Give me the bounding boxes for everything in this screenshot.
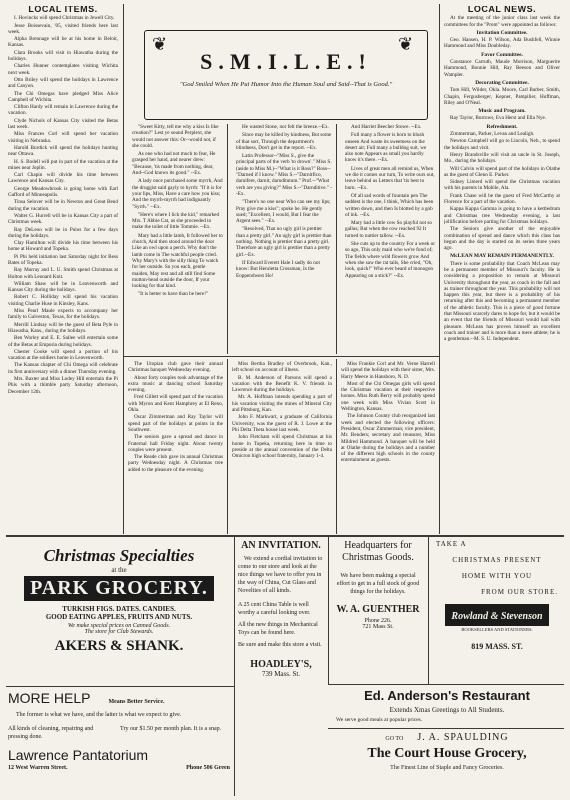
ad-text: We extend a cordial invitation to come to our store and look at the nice things we have to offer you in the way of China, Cut Glass and Novelties of all kinds. [238, 556, 323, 594]
news-column-a [128, 361, 223, 531]
news-item: Miss Frankie Corl and Mr. Verne Harrell will spend the holidays with their sister, Mrs. Harry Meece in Hansboro, N. D. [341, 361, 435, 380]
ad-text: The former is what we have, and the latter is what we expect to give. [16, 712, 182, 718]
ad-text: We serve good meals at popular prices. [336, 717, 423, 723]
news-item: The Reade club gave its annual Christmas party Wednesday night. A Christmas tree added to the pleasure of the evening. [128, 454, 223, 473]
joke-item: "There's no one near Who can see my lips; Pray give me a kiss"; spoke he. He gently sued; "Excellent, I would, But I fear the Argent sees." --Ex. [236, 199, 331, 225]
ad-rule [428, 536, 429, 684]
local-item: Clifton Hardy will remain in Lawrence during the vacation. [8, 104, 118, 117]
local-item: The Kansas chapter of Chi Omega will celebrate its first anniversary with a dinner Thursday evening. [8, 362, 118, 375]
joke-item: Mary had a little cow So playful not so gallus; But when the cow reached 92 It turned to nuttier tallow. --Ex. [345, 220, 432, 239]
ad-name-banner [24, 576, 214, 601]
news-item: John Fletcham will spend Christmas at his home in Topeka, returning here in time to preside at the annual convention of the Delta Omicron high school fraternity, January 1-4. [232, 434, 332, 460]
ad-text: Means Better Service. [108, 699, 165, 705]
committee-members: Tom Hill, Wilder, Okla. Moore, Carl Barber, Smith, Chapin, Fergusberger, Kepner, Pampilier, Huffman, Riley and O'Neal. [444, 87, 560, 106]
news-item: Oscar Zimmerman and Ray Taylor will spend part of the holidays at points in the Southwest. [128, 414, 223, 433]
smile-subtitle: "God Smiled When He Put Humor Into the Human Soul and Said--That is Good." [179, 81, 393, 88]
ad-store-name: PARK GROCERY. [30, 577, 208, 599]
ad-text: BOOKSELLERS AND STATIONERS. [461, 627, 533, 632]
ad-text: GOOD EATING APPLES, FRUITS AND NUTS. [45, 613, 193, 621]
spaulding-ad [332, 732, 562, 792]
news-item: Frank Chase will be the guest of Fred McCarthy at Florence for a part of the vacation. [444, 192, 560, 206]
stevenson-ad [432, 540, 562, 682]
ad-headline: AN INVITATION. [241, 540, 321, 551]
local-news-column [444, 6, 560, 532]
guenther-ad [332, 540, 424, 682]
local-item: Clara Brooks will visit in Hiawatha during the holidays. [8, 49, 118, 63]
ad-text: GO TO [385, 736, 404, 742]
news-item: Miss Bertha Bradley of Overbrook, Kan., left school on account of illness. [232, 361, 332, 374]
ad-store-name: Rowland & Stevenson [451, 611, 543, 622]
local-item: Miss Frances Corl will spend her vacation visiting in Nebraska. [8, 131, 118, 144]
local-item: Pi Phi held initiation last Saturday night for Bess Bates of Topeka. [8, 253, 118, 266]
joke-item: As one who had not much to fear, He grasped her hand, and nearer drew: "Because, 'tis made from nothing, dear, And--God knows its good." --Ex. [132, 151, 216, 177]
local-item: I. Hovincks will spend Christmas in Jewell City. [14, 15, 115, 22]
local-items-list [8, 15, 118, 395]
joke-item: "It is better to have than be here!" [138, 291, 209, 298]
ad-headline: Christmas Goods. [342, 552, 414, 563]
local-item: Robert C. Holliday will spend his vacation visiting Charlie Huse in Kinsley, Kans. [8, 294, 118, 307]
ad-text: All the new things in Mechanical Toys can be found here. [238, 622, 318, 636]
column-rule [336, 359, 337, 534]
committee-members: Geo. Hansen, H. P. Wilson, Ada Bushfell, Winnie Hammond and Miss Doubleday. [444, 37, 560, 50]
joke-item: She cuts up to the country For a week or so ago, This only maid who we're fond of; The fields where wild flowers grow And when she saw the rat tails, She cried, "Oh, look, quick!" Who ever heard of monogon Appearing on a stick?" --Ex. [345, 241, 435, 279]
local-item: Chester Cooke will spend a portion of his vacation at the soldiers home in Leavenworth. [8, 348, 118, 362]
ad-text: FROM OUR STORE. [481, 588, 558, 596]
local-item: The Chi Omegas have pledged Miss Alice Campbell of Wichita. [8, 90, 118, 103]
news-item: Henry Brandsville will visit an uncle in St. Joseph, Mo., during the holidays. [444, 151, 560, 165]
local-item: Charles Hunner contemplates visiting Wichita next week. [8, 63, 118, 76]
newspaper-page [6, 4, 564, 796]
article-body: There is some probability that Coach McLean may be a permanent member of Missouri's faculty. He is considering a proposition to remain at Missouri University throughout the year, as coach in the fall and as trainer throughout the year. This probability will not happen this year, but there is a probability of his returning after this and becoming a permanent member of the athletic faculty. This is a piece of good fortune that Missouri scarcely dares to hope for, but it would be an event that the friends of Missouri would hail with pleasure. McLean has proven himself an excellent coach and trainer and is more than a mere athlete; he is a gentleman.--M. S. U. Independent. [444, 260, 560, 343]
local-items-heading: LOCAL ITEMS. [28, 6, 98, 14]
ad-text: Extends Xmas Greetings to All Students. [389, 706, 505, 714]
ad-rule [328, 728, 564, 729]
ad-address: 12 West Warren Street. [8, 765, 68, 771]
smile-column-1 [128, 124, 223, 356]
smile-title: S.M.I.L.E.! [200, 49, 372, 74]
joke-item: "Sweet Kitty, tell me why a kiss Is like creation?" Lest ye sound Perplext, she would not answer this: Or--would not, if she could. [132, 124, 219, 149]
ad-text: Be sure and make this store a visit. [238, 642, 322, 648]
park-grocery-ad [8, 540, 230, 684]
local-news-list [444, 15, 560, 342]
committee-name: Invitation Committee. [476, 29, 528, 36]
news-item: The Seniors give another of the enjoyable combination of spread and dance which this class has begun and the day is started on its series three years ago. [444, 226, 560, 252]
ad-address: 721 Mass St. [362, 624, 394, 630]
news-item: Fred Gillett will spend part of the vacation with Myron and Kent Hamphrey at El Reno, Okla. [128, 394, 223, 414]
local-items-column [8, 6, 118, 532]
local-item: Mrs. Baxter and Miss Lodey Hill entertain the Pi Phis with a thimble party Saturday afternoon, December 12th. [8, 376, 118, 395]
joke-item: A lady once purchased some myrrh, And the druggist said gayly to hyrrh: "If it is for your lips, Miss, Have a care how you kiss; And the myrrh-myrrh had indignantly "Syrrh." --Ex. [132, 178, 223, 210]
news-item: Will Calvin will spend part of the holidays in Olathe as the guest of Glenn E. Parker. [444, 165, 560, 178]
news-item: At the meeting of the junior class last week the committees for the "Prom" were appointed as follows: [444, 15, 560, 28]
committee-name: Music and Program. [478, 108, 526, 115]
news-item: Most of the Chi Omegas girls will spend the Christmas vacation at their respective homes. Miss Ruth Berry will probably spend one week with Miss Vivian Scott in Wellington, Kansas. [341, 380, 435, 413]
local-item: Clyde Nichols of Kansas City visited the Betas last week. [8, 117, 118, 131]
news-item: Kappa Kappa Gamma is going to have a kettledrum and Christmas tree Wednesday evening, a last jollification before parting for Christmas holidays. [444, 206, 560, 225]
local-item: Alpha Brennage will be at his home in Beloit, Kansas. [8, 36, 118, 49]
ad-text: HOME WITH YOU [461, 572, 533, 580]
pantatorium-ad [8, 690, 230, 796]
news-item: Newton Campbell will go to Lincoln, Neb., to spend the holidays and visit. [444, 138, 560, 151]
news-item: Mr. A. Hoffman intends spending a part of his vacation visiting the mines of Mineral City and Pittsburg, Kan. [232, 394, 332, 414]
local-item: William Shaw will be in Leavenworth and Kansas City during the holidays. [8, 280, 118, 294]
ad-text: The store for Club Stewards. [84, 629, 154, 635]
ornament-icon: ❦ [398, 34, 414, 54]
smile-column-2 [232, 124, 332, 356]
local-news-heading: LOCAL NEWS. [467, 6, 537, 14]
joke-item: Full many a flower is born to blush unseen And waste its sweetness on the desert air; Full many a bulldog suit, we also note Appears as small you hardly know it's there. --Ex. [345, 132, 427, 164]
ad-store-name: HOADLEY'S, [250, 659, 312, 670]
column-rule [336, 124, 337, 354]
local-item: Ben Worley and E. E. Sallee will entertain some of the Betas at Emporia during holidays. [8, 335, 118, 348]
news-item: The Utopian club gave their annual Christmas banquet Wednesday evening. [128, 361, 223, 374]
smile-column-3 [341, 124, 435, 356]
local-item: Clay Hamilton will divide his time between his home at Howard and Topeka. [8, 240, 118, 253]
local-item: Merrill Lindsay will be the guest of Beta Pyle in Hiawatha, Kans., during the holidays. [8, 321, 118, 334]
ad-headline: The Court House Grocery, [367, 746, 527, 761]
ad-address: 819 MASS. ST. [471, 642, 523, 651]
committee-name: Refreshment. [486, 123, 518, 130]
ad-text: CHRISTMAS PRESENT [452, 556, 542, 564]
ad-rule [328, 536, 329, 684]
ad-text: A 25 cent China Table is well worthy a careful looking over. [238, 602, 311, 616]
ad-name-banner [445, 604, 548, 626]
local-item: Tinsa Selover will be in Newton and Great Bend during the vacation. [8, 199, 118, 212]
ad-store-name: J. A. SPAULDING [417, 732, 509, 743]
column-rule [439, 4, 440, 534]
news-item: Sidney Limerd will spend the Christmas vacation with his parents in Mobile, Ala. [444, 179, 560, 192]
local-item: Jesse Boissevain, '05, visited friends here last week. [8, 22, 118, 35]
ad-text: Try our $1.50 per month plan. It is a snap. [120, 726, 222, 732]
joke-item: And Harriet Beecher Stowe. --Ex. [351, 124, 422, 130]
joke-item: Since may be killed by kindness, But some of that sort, Through the department's blindness, Don't get in the report. --Ex. [236, 132, 332, 151]
ad-proprietors: AKERS & SHANK. [54, 638, 184, 654]
ad-phone: Phone 226. [364, 618, 392, 624]
ad-rule [234, 536, 235, 796]
joke-item: Mary had a little lamb, It followed her to church, And then stood around the door Like an owl upon a perch. Why don't the lamb come in The watchful people cried. Why Mary's with the silly thing To watch for her outside. So you each, gentle maiden, May rest and all still find Some mutton-head outside the door, If your looking for that kind. [132, 232, 223, 290]
smile-banner [144, 30, 428, 120]
local-item: Otto Briley will spend the holidays in Lawrence and Canyon. [8, 76, 118, 90]
column-rule [123, 4, 124, 534]
news-item: The Johnson County club reorganized last week and elected the following officers: President, Oscar Zimmerman; vice president, Mr. Benders; secretary and treasurer, Miss Mildred Hammond. A banquet will be held at Olathe during the holidays and a number of the different high schools in the county entertainment as guests. [341, 413, 435, 464]
joke-item: If Edward Everett Hale I sadly do not know: But Henrietta Crossman, Is the Eoppendwest Ho! [236, 259, 320, 279]
ad-store-name: W. A. GUENTHER [336, 604, 420, 615]
committee-members: Ray Taylor, Burrows, Eva Herst and Ella Nye. [450, 115, 547, 122]
ad-headline: Ed. Anderson's Restaurant [364, 688, 530, 703]
section-rule [124, 356, 439, 357]
committee-name: Favor Committee. [481, 51, 523, 58]
joke-item: He wasted Stone, nor felt the breeze.--Ex. [242, 124, 329, 130]
local-item: Ray Murray and L. U. Smith spend Christmas at Holton with Leonard Knit. [8, 267, 118, 280]
ad-store-name: Lawrence Pantatorium [8, 747, 149, 763]
committee-name: Decorating Committee. [475, 79, 529, 86]
local-item: Ray DeLeon will be in Pulos for a few days during the holidays. [8, 226, 118, 239]
ad-text: at the [111, 566, 127, 574]
ad-text: We make special prices on Canned Goods. [67, 623, 171, 629]
joke-item: "Resolved, That no ugly girl is prettier than a pretty girl." An ugly girl is prettier than nothing. Nothing is prettier than a pretty girl. Therefore an ugly girl is prettier than a pretty girl.--Ex. [236, 226, 332, 258]
ad-headline: Headquarters for [344, 540, 412, 551]
ad-address: 739 Mass. St. [261, 670, 301, 678]
local-item: Carl Chapin will divide his time between Lawrence and Kansas City. [8, 172, 118, 185]
ad-text: All kinds of cleaning, repairing and pressing done. [8, 726, 94, 740]
ad-text: We have been making a special effort to get in a full stock of good things for the holidays. [336, 573, 420, 595]
joke-item: Latin Professor--"Miss S., give the principal parts of the verb 'to drown'." Miss S. (aside to Miss M.)--"What is it Ross?" Ross--"Darned if I know." Miss S.--"Darnitfico, darnifere, darnit, darnditutum." Prof.--"What verb are you giving?" Miss S.--"Darnditive." --Ex. [236, 153, 332, 197]
ad-headline: MORE HELP [8, 690, 91, 706]
local-item: George Meadowbrook is going home with Earl Gafford of Minneapolis. [8, 185, 118, 199]
ad-rule [6, 686, 234, 687]
committee-members: Zimmerman, Parker, Levan and Lealigh. [450, 131, 535, 138]
ad-phone: Phone 506 Green [186, 765, 230, 771]
news-column-c [341, 361, 435, 531]
joke-item: Of all sad words of fountain pen The saddest is the one, I think, Which has been written down, and then Is blotted by a gob of ink. --Ex. [345, 192, 434, 218]
anderson-restaurant-ad [332, 688, 562, 726]
ad-headline: Christmas Specialties [43, 546, 195, 565]
news-column-b [232, 361, 332, 531]
local-item: Harold Burdick will spend the holidays hunting near Ottawa. [8, 144, 118, 158]
joke-item: Lives of great men all remind us, When we die it comes our turn, To write ours out, leave behind us Letters that 'tis best to burn. --Ex. [345, 165, 435, 191]
committee-members: Constance Carruth, Maude Morrison, Marguerite Hammond, Bonnie Hill, Ray Beeson and Oliver Wampler. [444, 59, 560, 78]
ad-rule [328, 684, 564, 685]
local-item: Miss Pearl Maule expects to accompany her family to Galveston, Texas, for the holidays. [8, 308, 118, 321]
local-item: H. S. Bodell will put in part of the vacation at the mines near Joplin. [8, 158, 118, 171]
news-item: About forty couples took advantage of the extra music at dancing school Saturday evening. [128, 374, 223, 394]
ad-text: TURKISH FIGS. DATES. CANDIES. [62, 605, 176, 613]
joke-item: "Here's where I lick the kid," remarked Mrs. T Abbie Cat, as she proceeded to make the toilet of little Tommie. --Ex. [132, 211, 220, 231]
news-item: The seniors gave a spread and dance in Fraternal hall Friday night. About twenty couples were present. [128, 434, 223, 453]
ads-rule [6, 535, 564, 537]
news-item: John F. Markwart, a graduate of California University, was the guest of R. J. Lowe at the Phi Delta Theta house last week. [232, 414, 332, 433]
hoadley-invitation-ad [238, 540, 324, 796]
local-item: Walter G. Hurrell will be in Kansas City a part of Christmas week. [8, 212, 118, 226]
article-headline: McLEAN MAY REMAIN PERMANENTLY. [450, 253, 554, 260]
ad-text: TAKE A [436, 540, 467, 548]
column-rule [227, 124, 228, 354]
news-item: B. M. Anderson of Parsons will spend a vacation with the Benefit K. V. friends in Lawrence during the holidays. [232, 374, 332, 394]
ornament-icon: ❦ [152, 34, 168, 54]
column-rule [227, 359, 228, 534]
ad-text: The Finest Line of Staple and Fancy Groceries. [390, 765, 504, 771]
